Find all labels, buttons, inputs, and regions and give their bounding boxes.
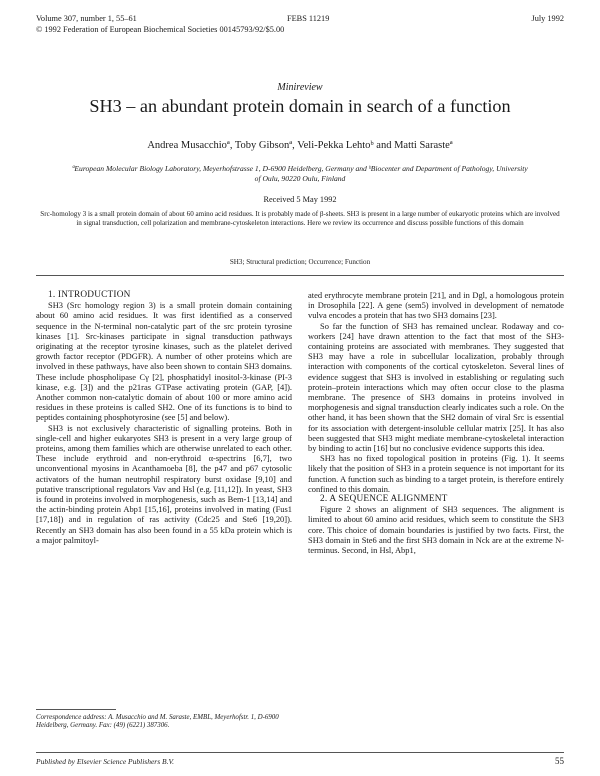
paragraph: Figure 2 shows an alignment of SH3 sequences. The alignment is limited to about 60 amino acid residues, which seem to constitute the SH3 core. This choice of domain boundaries is justified by two facts. First, the SH3 domain in Ste6 and the first SH3 domain in Nck are at the extreme N-terminus. Second, in Hsl, Abp1, [308,504,564,556]
section-heading-introduction: 1. INTRODUCTION [48,290,131,300]
publisher-line: Published by Elsevier Science Publishers B.V. [36,757,174,766]
paragraph: So far the function of SH3 has remained unclear. Rodaway and co-workers [24] have drawn attention to the fact that most of the SH3-containing proteins are associated with membranes. They suggested that SH3 may have a role in subcellular localization, probably through interaction with components of the cortical cytoskeleton. Several lines of evidence suggest that SH3 is involved in establishing or regulating such protein–protein interactions which may often occur close to the plasma membrane. The presence of SH3 domains in proteins involved in morphogenesis and signal transduction clearly indicates such a role. On the other hand, it has been shown that the SH2 domain of viral Src is essential for its association with detergent-insoluble cellular matrix [25]. It has also been suggested that SH3 might mediate membrane-cytoskeletal interaction by binding to actin [16] but no conclusive evidence supports this idea. [308,320,564,454]
journal-header [36,14,284,35]
header-divider [36,275,564,276]
left-column [36,290,292,545]
journal-volume-line: Volume 307, number 1, 55–61 [36,14,137,23]
paragraph: ated erythrocyte membrane protein [21], and in Dgl, a homologous protein in Drosophila [22]. A gene (sem5) involved in development of nematode vulva encodes a protein that has two SH3 domains [23]. [308,290,564,321]
article-title: SH3 – an abundant protein domain in search of a function [89,96,511,116]
paragraph: SH3 is not exclusively characteristic of signalling proteins. Both in single-cell and higher eukaryotes SH3 is present in a very large group of proteins, among them families which are otherwise unrelated to each other. These include erythroid and non-erythroid α-spectrins [6,7], two unconventional myosins in Acanthamoeba [8], the p47 and p67 cytosolic activators of the human neutrophil respiratory burst oxidase [9,10] and putative transcriptional regulators Vav and Hsl (e.g. [11,12]). In yeast, SH3 is found in proteins involved in morphogenesis, such as Bem-1 [13,14] and the actin-binding protein Abp1 [15,16], proteins involved in mating (Fus1 [17,18]) and in regulation of ras activity (Cdc25 and Ste6 [19,20]). Recently an SH3 domain has also been found in a 55 kDa protein which is a major palmitoyl- [36,422,292,545]
affiliations: ªEuropean Molecular Biology Laboratory, Meyerhofstrasse 1, D-6900 Heidelberg, Germany and ᵇBiocenter and Department of Pathology, University of Oulu, 90220 Oulu, Finland [72,164,528,183]
keywords: SH3; Structural prediction; Occurrence; Function [229,258,371,266]
footer-divider [36,752,564,753]
footnote-divider [36,709,116,710]
right-column [308,290,564,555]
section-heading-alignment: 2. A SEQUENCE ALIGNMENT [320,494,448,505]
issue-date: July 1992 [531,14,564,23]
article-type: Minireview [277,82,323,93]
copyright-line: © 1992 Federation of European Biochemical Societies 00145793/92/$5.00 [36,24,285,34]
received-date: Received 5 May 1992 [263,195,337,204]
abstract: Src-homology 3 is a small protein domain of about 60 amino acid residues. It is probably made of β-sheets. SH3 is present in a large number of eukaryotic proteins which are involved in signal transduction, cell polarization and membrane-cytoskeleton interactions. Here we review its occurrence and discuss possible functions of this domain [40,210,560,227]
authors: Andrea Musacchioª, Toby Gibsonª, Veli-Pekka Lehtoᵇ and Matti Sarasteª [147,140,453,151]
paragraph: SH3 has no fixed topological position in proteins (Fig. 1). It seems likely that the position of SH3 in a protein sequence is not important for its function. A function such as binding to a target protein, is therefore entirely confined to this domain. [308,453,564,494]
page-number: 55 [555,756,564,766]
paragraph: SH3 (Src homology region 3) is a small protein domain containing about 60 amino acid residues. It was first identified as a conserved sequence in the N-terminal non-catalytic part of the src protein tyrosine kinases [1]. Src-kinases participate in signal transduction pathways originating at the receptor tyrosine kinases, such as the platelet derived growth factor receptor (PDGFR). A number of other proteins which are involved in these pathways, have also been shown to contain SH3 domains. These include phospholipase Cγ [2], phosphatidyl inositol-3-kinase (PI-3 kinase, e.g. [3]) and the p21ras GTPase activating protein (GAP, [4]). Another common non-catalytic domain of about 100 or more amino acid residues in these proteins is called SH2. One of its functions is to bind to peptides containing phosphotyrosine (see [5] and below). [36,300,292,423]
febs-number: FEBS 11219 [287,14,330,23]
correspondence-address: Correspondence address: A. Musacchio and M. Saraste, EMBL, Meyerhofstr. 1, D-6900 Heidelberg, Germany. Fax: (49) (6221) 387306. [36,714,279,730]
